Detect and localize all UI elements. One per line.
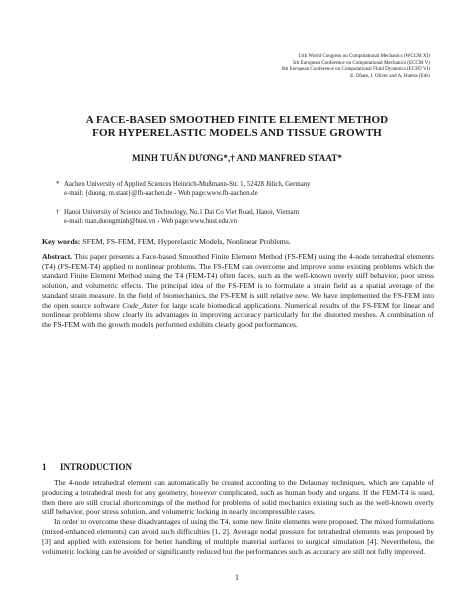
keywords bbox=[42, 237, 434, 246]
affiliation-contact: e-mail: {duong, m.staat}@fh-aachen.de - Web page:www.fh-aachen.de bbox=[64, 190, 258, 198]
conference-line: 11th World Congress on Computational Mechanics (WCCM XI) bbox=[298, 53, 430, 59]
affiliation bbox=[56, 180, 426, 198]
editors-line: E. Oñate, J. Oliver and A. Huerta (Eds) bbox=[350, 72, 430, 79]
section-title: INTRODUCTION bbox=[60, 462, 133, 472]
paragraph: In order to overcome these disadvantages of using the T4, some new finite elements were proposed. The mixed formulations (mixed-enhanced elements) can avoid such difficulties [1, 2]. Average nodal pressure for tetrahedral elements was proposed by [3] and applied with extensions for better handling of multiple material surfaces to surgical simulation [4]. Nevertheless, the volumetric locking can be avoided or significantly reduced but the performances such as accuracy are still not fully improved. bbox=[42, 517, 434, 556]
conference-header bbox=[282, 53, 430, 79]
affiliation-marker: † bbox=[56, 209, 60, 216]
title-line: A FACE-BASED SMOOTHED FINITE ELEMENT METHOD bbox=[85, 114, 389, 126]
section-heading bbox=[42, 462, 132, 472]
abstract bbox=[42, 252, 434, 330]
conference-line: 5th European Conference on Computational Mechanics (ECCM V) bbox=[292, 59, 430, 66]
affiliation-address: Hanoi University of Science and Technology, No.1 Dai Co Viet Road, Hanoi, Vietnam bbox=[64, 209, 299, 216]
keywords-text: SFEM, FS-FEM, FEM, Hyperelastic Models, Nonlinear Problems. bbox=[82, 237, 291, 246]
author-list: MINH TUẤN DƯƠNG*,† AND MANFRED STAAT* bbox=[132, 153, 342, 163]
title-line: FOR HYPERELASTIC MODELS AND TISSUE GROWTH bbox=[92, 127, 382, 139]
paper-title bbox=[40, 114, 434, 140]
software-name: Code_Aster bbox=[122, 300, 159, 310]
affiliation bbox=[56, 208, 426, 226]
section-number: 1 bbox=[42, 462, 47, 472]
abstract-label: Abstract. bbox=[42, 252, 73, 261]
page-number: 1 bbox=[235, 573, 239, 582]
introduction-body bbox=[42, 478, 434, 556]
abstract-text: This paper presents a Face-based Smoothed Finite Element Method (FS-FEM) using the 4-node tetrahedral elements (T4) (FS-FEM-T4) applied to nonlinear problems. The FS-FEM can overcome and improve some existing problems which the standard Finite Element Method using the T4 (FEM-T4) often faces, such as the well-known overly stiff behavior, poor stress solution, and volumetric effects. The principal idea of the FS-FEM is to formulate a strain field as a spatial average of the standard strain measure. In the field of biomechanics, the FS-FEM is still relative new. We have implemented the FS-FEM into the open source software bbox=[42, 252, 434, 310]
abstract-text: for large scale biomedical applications. Numerical results of the FS-FEM for linear and nonlinear problems show clearly its advantages in improving accuracy particularly for the distorted meshes. A combination of the FS-FEM with the growth models performed exhibits clearly good performances. bbox=[42, 300, 434, 329]
affiliation-marker: * bbox=[56, 181, 60, 188]
keywords-label: Key words: bbox=[42, 237, 81, 246]
conference-line: 6th European Conference on Computational Fluid Dynamics (ECFD VI) bbox=[281, 66, 430, 73]
affiliation-address: Aachen University of Applied Sciences Heinrich-Mußmann-Str. 1, 52428 Jülich, Germany bbox=[64, 181, 311, 188]
paragraph: The 4-node tetrahedral element can automatically be created according to the Delaunay techniques, which are capable of producing a tetrahedral mesh for any geometry, however complicated, such as human body and organs. If the FEM-T4 is used, then there are still crucial shortcomings of the method for problems of solid mechanics existing such as the well-known overly stiff behavior, poor stress solution, and volumetric locking in nearly incompressible cases. bbox=[42, 478, 434, 517]
affiliation-contact: e-mail: tuan.duongminh@hust.vn - Web page:www.hust.edu.vn bbox=[64, 218, 237, 226]
